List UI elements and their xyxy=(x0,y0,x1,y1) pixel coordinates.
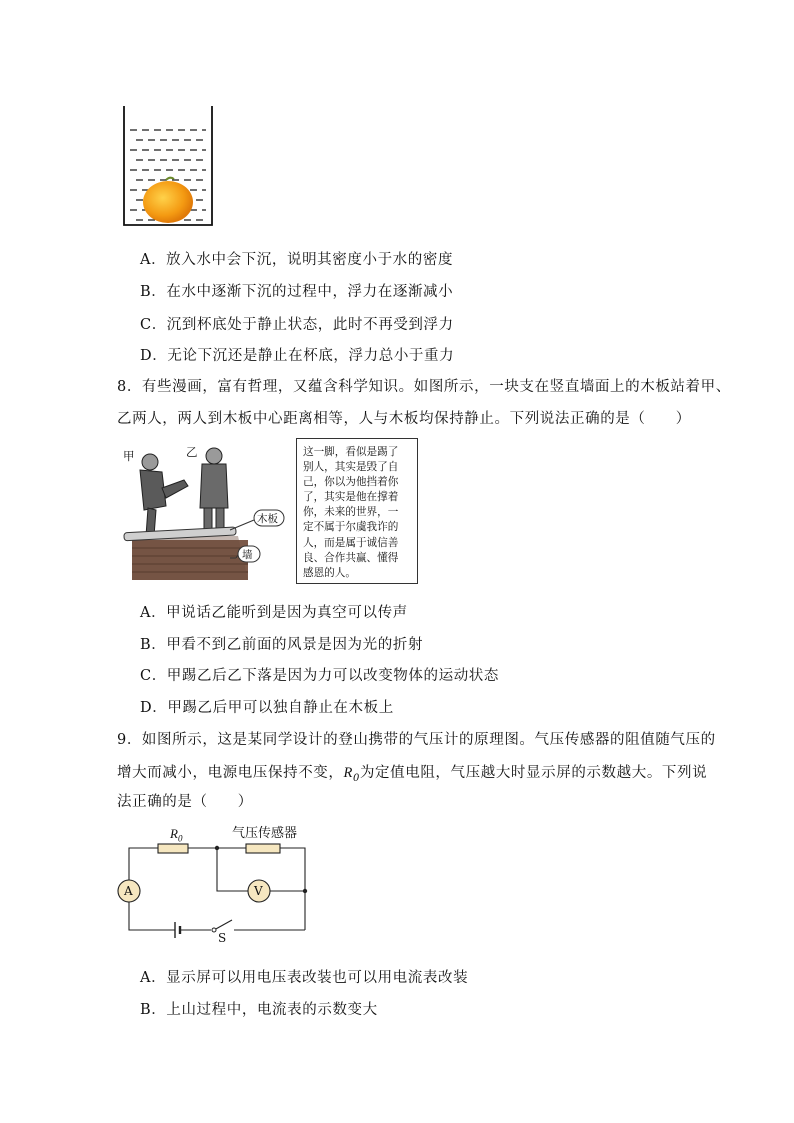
q8-option-b: B．甲看不到乙前面的风景是因为光的折射 xyxy=(140,637,424,653)
label-wall: 墙 xyxy=(242,549,253,561)
q8-option-c: C．甲踢乙后乙下落是因为力可以改变物体的运动状态 xyxy=(140,668,499,684)
person-yi xyxy=(200,448,228,532)
switch xyxy=(214,920,232,930)
switch-label: S xyxy=(218,931,227,945)
q7-option-b: B．在水中逐渐下沉的过程中，浮力在逐渐减小 xyxy=(140,284,454,300)
r0-resistor xyxy=(158,844,188,853)
q8-option-d: D．甲踢乙后甲可以独自静止在木板上 xyxy=(140,700,394,716)
q7-option-c: C．沉到杯底处于静止状态，此时不再受到浮力 xyxy=(140,317,454,333)
beaker-figure xyxy=(118,104,218,230)
sensor-resistor xyxy=(246,844,280,853)
label-yi: 乙 xyxy=(186,445,198,459)
q8-stem-line-2: 乙两人，两人到木板中心距离相等，人与木板均保持静止。下列说法正确的是（ ） xyxy=(117,411,691,427)
person-jia xyxy=(140,454,188,536)
ammeter-label: A xyxy=(124,884,133,898)
cartoon-caption: 这一脚，看似是踢了 别人，其实是毁了自 己，你以为他挡着你 了，其实是他在撑着 你，未来的世界，一 定不属于尔虞我诈的 人，而是属于诚信善 良、合作共赢、懂得 感恩的人。 xyxy=(296,438,418,584)
label-jia: 甲 xyxy=(123,449,135,463)
q7-option-a: A．放入水中会下沉，说明其密度小于水的密度 xyxy=(140,252,454,268)
q7-option-d: D．无论下沉还是静止在杯底，浮力总小于重力 xyxy=(140,348,455,364)
q8-stem-line-1: 8．有些漫画，富有哲理，又蕴含科学知识。如图所示，一块支在竖直墙面上的木板站着甲、 xyxy=(117,379,731,395)
q9-stem-line-3: 法正确的是（ ） xyxy=(117,794,253,810)
voltmeter-label: V xyxy=(254,884,263,898)
sensor-label: 气压传感器 xyxy=(232,826,298,841)
q9-stem-line-1: 9．如图所示，这是某同学设计的登山携带的气压计的原理图。气压传感器的阻值随气压的 xyxy=(117,732,716,748)
r0-label: $R_0$ xyxy=(170,826,183,844)
q8-option-a: A．甲说话乙能听到是因为真空可以传声 xyxy=(140,605,408,621)
label-board: 木板 xyxy=(257,513,278,525)
q9-option-a: A．显示屏可以用电压表改装也可以用电流表改装 xyxy=(140,970,469,986)
q9-option-b: B．上山过程中，电流表的示数变大 xyxy=(140,1002,378,1018)
q9-stem-line-2: 增大而减小，电源电压保持不变，$R_0$为定值电阻，气压越大时显示屏的示数越大。下列说 xyxy=(117,765,708,784)
orange xyxy=(143,181,193,223)
